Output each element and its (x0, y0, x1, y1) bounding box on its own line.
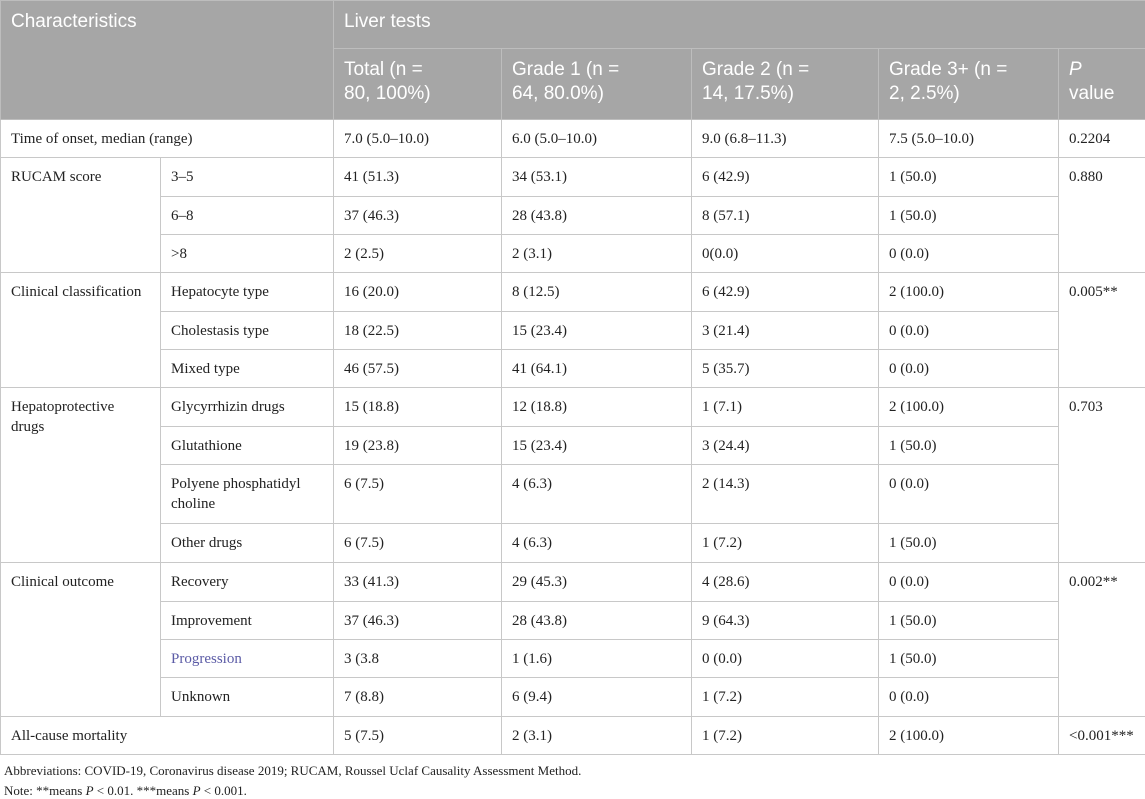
group-label-outcome: Clinical outcome (1, 563, 161, 717)
cell: 7 (8.8) (334, 678, 502, 717)
cell: 37 (46.3) (334, 197, 502, 235)
sub-label: Cholestasis type (161, 312, 334, 350)
table-row (1, 312, 1145, 350)
p-value-cell: 0.005** (1059, 273, 1145, 388)
cell: 2 (100.0) (879, 273, 1059, 312)
cell: 0 (0.0) (879, 312, 1059, 350)
cell: 2 (14.3) (692, 465, 879, 524)
row-label-onset: Time of onset, median (range) (1, 120, 334, 158)
table-row (1, 640, 1145, 678)
table-row (1, 235, 1145, 273)
p-value-cell: 0.2204 (1059, 120, 1145, 158)
cell: 0 (0.0) (879, 465, 1059, 524)
cell: 3 (24.4) (692, 427, 879, 465)
cell: 6 (7.5) (334, 524, 502, 563)
header-grade-1: Grade 1 (n = 64, 80.0%) (502, 49, 692, 120)
footnote-note: Note: **means P < 0.01. ***means P < 0.001. (4, 783, 247, 799)
cell: 28 (43.8) (502, 602, 692, 640)
sub-label: Polyene phosphatidyl choline (161, 465, 334, 524)
table-row (1, 563, 1145, 602)
cell: 1 (50.0) (879, 158, 1059, 197)
cell: 1 (50.0) (879, 640, 1059, 678)
cell: 33 (41.3) (334, 563, 502, 602)
table-row (1, 678, 1145, 717)
cell: 2 (2.5) (334, 235, 502, 273)
cell: 1 (7.2) (692, 524, 879, 563)
cell: 18 (22.5) (334, 312, 502, 350)
sub-label: Mixed type (161, 350, 334, 388)
table-row (1, 427, 1145, 465)
cell: 4 (28.6) (692, 563, 879, 602)
header-characteristics: Characteristics (1, 1, 334, 120)
cell: 29 (45.3) (502, 563, 692, 602)
cell: 1 (7.1) (692, 388, 879, 427)
cell: 34 (53.1) (502, 158, 692, 197)
cell: 4 (6.3) (502, 465, 692, 524)
p-value-cell: 0.703 (1059, 388, 1145, 563)
group-label-classification: Clinical classification (1, 273, 161, 388)
cell: 1 (50.0) (879, 427, 1059, 465)
header-total: Total (n = 80, 100%) (334, 49, 502, 120)
cell: 7.0 (5.0–10.0) (334, 120, 502, 158)
cell: 1 (50.0) (879, 197, 1059, 235)
sub-label: Hepatocyte type (161, 273, 334, 312)
cell: 6 (42.9) (692, 273, 879, 312)
cell: 2 (3.1) (502, 235, 692, 273)
cell: 37 (46.3) (334, 602, 502, 640)
cell: 12 (18.8) (502, 388, 692, 427)
cell: 28 (43.8) (502, 197, 692, 235)
sub-label: Improvement (161, 602, 334, 640)
cell: 1 (7.2) (692, 678, 879, 717)
cell: 6 (9.4) (502, 678, 692, 717)
cell: 0(0.0) (692, 235, 879, 273)
cell: 1 (1.6) (502, 640, 692, 678)
table-row (1, 197, 1145, 235)
row-label-mortality: All-cause mortality (1, 717, 334, 755)
cell: 0 (0.0) (879, 563, 1059, 602)
p-value-cell: 0.880 (1059, 158, 1145, 273)
cell: 5 (7.5) (334, 717, 502, 755)
footnote-abbreviations: Abbreviations: COVID-19, Coronavirus disease 2019; RUCAM, Roussel Uclaf Causality Assessment Method. (4, 763, 581, 779)
cell: 5 (35.7) (692, 350, 879, 388)
cell: 0 (0.0) (692, 640, 879, 678)
cell: 0 (0.0) (879, 678, 1059, 717)
cell: 2 (3.1) (502, 717, 692, 755)
cell: 0 (0.0) (879, 235, 1059, 273)
sub-label: >8 (161, 235, 334, 273)
cell: 41 (64.1) (502, 350, 692, 388)
cell: 15 (23.4) (502, 427, 692, 465)
cell: 3 (21.4) (692, 312, 879, 350)
cell: 6 (7.5) (334, 465, 502, 524)
sub-label: 3–5 (161, 158, 334, 197)
table-row (1, 717, 1145, 755)
p-value-cell: 0.002** (1059, 563, 1145, 717)
group-label-rucam: RUCAM score (1, 158, 161, 273)
table-row (1, 158, 1145, 197)
table-row (1, 273, 1145, 312)
cell: 1 (50.0) (879, 524, 1059, 563)
cell: 2 (100.0) (879, 388, 1059, 427)
header-grade-2: Grade 2 (n = 14, 17.5%) (692, 49, 879, 120)
cell: 0 (0.0) (879, 350, 1059, 388)
table-row (1, 120, 1145, 158)
progression-link[interactable]: Progression (161, 640, 334, 678)
cell: 4 (6.3) (502, 524, 692, 563)
cell: 1 (50.0) (879, 602, 1059, 640)
cell: 2 (100.0) (879, 717, 1059, 755)
sub-label: 6–8 (161, 197, 334, 235)
cell: 8 (57.1) (692, 197, 879, 235)
cell: 16 (20.0) (334, 273, 502, 312)
cell: 7.5 (5.0–10.0) (879, 120, 1059, 158)
table-row (1, 524, 1145, 563)
table-row (1, 465, 1145, 524)
cell: 9 (64.3) (692, 602, 879, 640)
sub-label: Glycyrrhizin drugs (161, 388, 334, 427)
cell: 41 (51.3) (334, 158, 502, 197)
cell: 15 (18.8) (334, 388, 502, 427)
cell: 3 (3.8 (334, 640, 502, 678)
cell: 9.0 (6.8–11.3) (692, 120, 879, 158)
header-liver-tests: Liver tests (334, 1, 1145, 49)
cell: 19 (23.8) (334, 427, 502, 465)
cell: 6.0 (5.0–10.0) (502, 120, 692, 158)
header-p-value: P value (1059, 49, 1145, 120)
group-label-hepatoprotective: Hepatoprotective drugs (1, 388, 161, 563)
cell: 8 (12.5) (502, 273, 692, 312)
cell: 6 (42.9) (692, 158, 879, 197)
sub-label: Glutathione (161, 427, 334, 465)
header-grade-3plus: Grade 3+ (n = 2, 2.5%) (879, 49, 1059, 120)
sub-label: Recovery (161, 563, 334, 602)
table-row (1, 602, 1145, 640)
sub-label: Unknown (161, 678, 334, 717)
table-row (1, 388, 1145, 427)
cell: 1 (7.2) (692, 717, 879, 755)
cell: 15 (23.4) (502, 312, 692, 350)
sub-label: Other drugs (161, 524, 334, 563)
cell: 46 (57.5) (334, 350, 502, 388)
p-value-cell: <0.001*** (1059, 717, 1145, 755)
table-row (1, 350, 1145, 388)
